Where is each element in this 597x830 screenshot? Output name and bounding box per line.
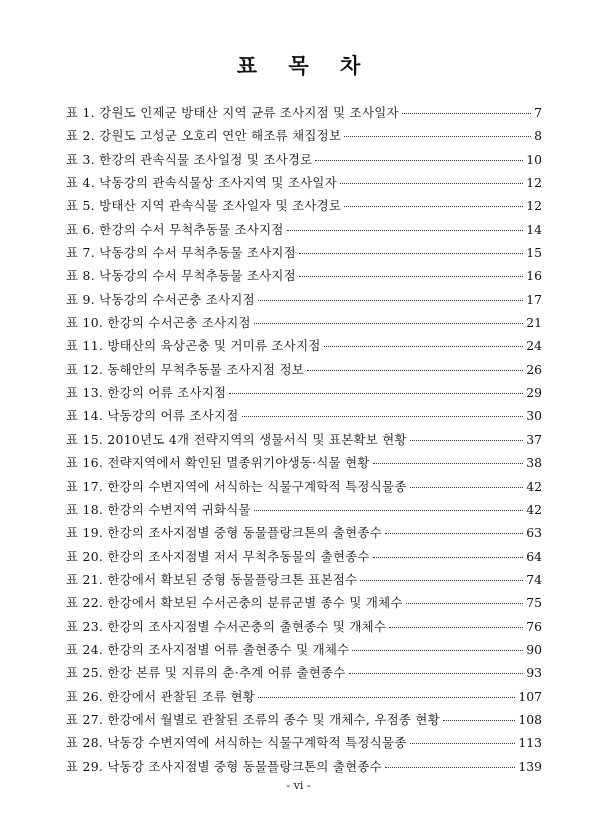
toc-entry[interactable]	[66, 220, 542, 243]
dot-leader	[385, 533, 523, 534]
dot-leader	[254, 323, 523, 324]
toc-entry-label: 표 12. 동해안의 무척추동물 조사지점 정보	[66, 361, 305, 377]
dot-leader	[360, 580, 523, 581]
toc-entry[interactable]	[66, 383, 542, 406]
dot-leader	[352, 650, 523, 651]
toc-entry[interactable]	[66, 710, 542, 733]
toc-entry-label: 표 24. 한강의 조사지점별 어류 출현종수 및 개체수	[66, 641, 350, 657]
toc-entry-page: 26	[526, 361, 542, 377]
dot-leader	[406, 603, 524, 604]
toc-entry[interactable]	[66, 500, 542, 523]
dot-leader	[344, 136, 531, 137]
dot-leader	[242, 416, 524, 417]
toc-entry[interactable]	[66, 570, 542, 593]
toc-entry-label: 표 8. 낙동강의 수서 무척추동물 조사지점	[66, 268, 296, 284]
toc-entry[interactable]	[66, 617, 542, 640]
toc-entry-page: 8	[534, 128, 542, 144]
toc-entry-label: 표 7. 낙동강의 수서 무척추동물 조사지점	[66, 245, 296, 261]
dot-leader	[299, 253, 523, 254]
toc-entry-page: 74	[526, 571, 542, 587]
toc-entry-page: 12	[526, 175, 542, 191]
toc-entry-label: 표 19. 한강의 조사지점별 중형 동물플랑크톤의 출현종수	[66, 525, 382, 541]
toc-entry[interactable]	[66, 173, 542, 196]
toc-entry-label: 표 16. 전략지역에서 확인된 멸종위기야생동·식물 현황	[66, 455, 370, 471]
toc-entry-page: 64	[526, 548, 542, 564]
toc-entry[interactable]	[66, 687, 542, 710]
toc-entry-label: 표 21. 한강에서 확보된 중형 동물플랑크톤 표본점수	[66, 571, 358, 587]
toc-entry-page: 7	[534, 105, 542, 120]
toc-entry[interactable]	[66, 336, 542, 359]
toc-entry-page: 12	[526, 198, 542, 214]
toc-entry[interactable]	[66, 243, 542, 266]
dot-leader	[340, 183, 523, 184]
dot-leader	[410, 743, 516, 744]
dot-leader	[344, 206, 523, 207]
toc-entry-page: 24	[526, 338, 542, 354]
toc-entry-page: 107	[518, 688, 542, 704]
page-title: 표 목 차	[236, 53, 373, 78]
toc-entry-page: 42	[526, 478, 542, 494]
toc-entry-page: 93	[526, 665, 542, 681]
toc-entry[interactable]	[66, 360, 542, 383]
toc-entry-page: 139	[518, 758, 542, 774]
toc-entry-page: 90	[526, 641, 542, 657]
dot-leader	[385, 767, 515, 768]
dot-leader	[287, 230, 524, 231]
dot-leader	[258, 697, 515, 698]
dot-leader	[299, 276, 523, 277]
dot-leader	[389, 627, 523, 628]
toc-entry-page: 75	[526, 595, 542, 611]
dot-leader	[307, 370, 523, 371]
toc-entry-label: 표 17. 한강의 수변지역에 서식하는 식물구계학적 특정식물종	[66, 478, 407, 494]
toc-entry-label: 표 28. 낙동강 수변지역에 서식하는 식물구계학적 특정식물종	[66, 735, 407, 751]
dot-leader	[443, 720, 515, 721]
toc-entry-label: 표 5. 방태산 지역 관속식물 조사일자 및 조사경로	[66, 198, 342, 214]
toc-entry[interactable]	[66, 103, 542, 126]
toc-entry-page: 113	[518, 735, 542, 751]
toc-entry-label: 표 18. 한강의 수변지역 귀화식물	[66, 501, 251, 517]
toc-entry-page: 76	[526, 618, 542, 634]
page-number: - vi -	[286, 779, 311, 792]
dot-leader	[373, 557, 524, 558]
toc-entry[interactable]	[66, 126, 542, 149]
toc-entry-label: 표 29. 낙동강 조사지점별 중형 동물플랑크톤의 출현종수	[66, 758, 382, 774]
table-of-contents-list	[66, 103, 542, 780]
toc-entry-page: 30	[526, 408, 542, 424]
dot-leader	[402, 113, 531, 114]
dot-leader	[254, 510, 523, 511]
toc-entry[interactable]	[66, 290, 542, 313]
toc-entry[interactable]	[66, 406, 542, 429]
toc-entry-label: 표 27. 한강에서 월별로 관찰된 조류의 종수 및 개체수, 우점종 현황	[66, 711, 440, 727]
toc-entry-label: 표 14. 낙동강의 어류 조사지점	[66, 408, 239, 424]
toc-entry[interactable]	[66, 547, 542, 570]
dot-leader	[410, 440, 523, 441]
toc-entry-page: 17	[526, 291, 542, 307]
toc-entry[interactable]	[66, 313, 542, 336]
toc-entry-page: 16	[526, 268, 542, 284]
toc-entry[interactable]	[66, 196, 542, 219]
toc-entry[interactable]	[66, 663, 542, 686]
toc-entry-page: 37	[526, 431, 542, 447]
toc-entry-label: 표 1. 강원도 인제군 방태산 지역 균류 조사지점 및 조사일자	[66, 105, 399, 120]
toc-entry-page: 38	[526, 455, 542, 471]
toc-entry-page: 63	[526, 525, 542, 541]
dot-leader	[324, 346, 524, 347]
toc-entry-label: 표 11. 방태산의 육상곤충 및 거미류 조사지점	[66, 338, 321, 354]
toc-entry-label: 표 15. 2010년도 4개 전략지역의 생물서식 및 표본확보 현황	[66, 431, 407, 447]
dot-leader	[315, 160, 523, 161]
toc-entry[interactable]	[66, 733, 542, 756]
toc-entry[interactable]	[66, 266, 542, 289]
dot-leader	[373, 463, 524, 464]
toc-entry-page: 10	[526, 151, 542, 167]
toc-entry-page: 15	[526, 245, 542, 261]
dot-leader	[258, 300, 523, 301]
toc-entry[interactable]	[66, 593, 542, 616]
toc-entry-label: 표 13. 한강의 어류 조사지점	[66, 385, 227, 401]
toc-entry-label: 표 25. 한강 본류 및 지류의 춘·추계 어류 출현종수	[66, 665, 346, 681]
toc-entry-label: 표 6. 한강의 수서 무척추동물 조사지점	[66, 221, 284, 237]
toc-entry-label: 표 4. 낙동강의 관속식물상 조사지역 및 조사일자	[66, 175, 337, 191]
dot-leader	[229, 393, 523, 394]
toc-entry[interactable]	[66, 477, 542, 500]
toc-entry-label: 표 3. 한강의 관속식물 조사일정 및 조사경로	[66, 151, 313, 167]
toc-entry[interactable]	[66, 757, 542, 780]
dot-leader	[410, 487, 524, 488]
toc-entry[interactable]	[66, 523, 542, 546]
toc-entry-label: 표 23. 한강의 조사지점별 수서곤충의 출현종수 및 개체수	[66, 618, 387, 634]
toc-entry-page: 42	[526, 501, 542, 517]
toc-entry-label: 표 9. 낙동강의 수서곤충 조사지점	[66, 291, 255, 307]
toc-entry[interactable]	[66, 430, 542, 453]
toc-entry-label: 표 22. 한강에서 확보된 수서곤충의 분류군별 종수 및 개체수	[66, 595, 403, 611]
toc-entry-label: 표 2. 강원도 고성군 오호리 연안 해조류 채집정보	[66, 128, 342, 144]
toc-entry-label: 표 10. 한강의 수서곤충 조사지점	[66, 315, 251, 331]
toc-entry-label: 표 20. 한강의 조사지점별 저서 무척추동물의 출현종수	[66, 548, 370, 564]
toc-entry-page: 21	[526, 315, 542, 331]
toc-entry-page: 14	[526, 221, 542, 237]
toc-entry-page: 29	[526, 385, 542, 401]
toc-entry-label: 표 26. 한강에서 관찰된 조류 현황	[66, 688, 256, 704]
toc-entry[interactable]	[66, 640, 542, 663]
toc-entry[interactable]	[66, 150, 542, 173]
toc-entry-page: 108	[518, 711, 542, 727]
toc-entry[interactable]	[66, 453, 542, 476]
dot-leader	[349, 673, 524, 674]
